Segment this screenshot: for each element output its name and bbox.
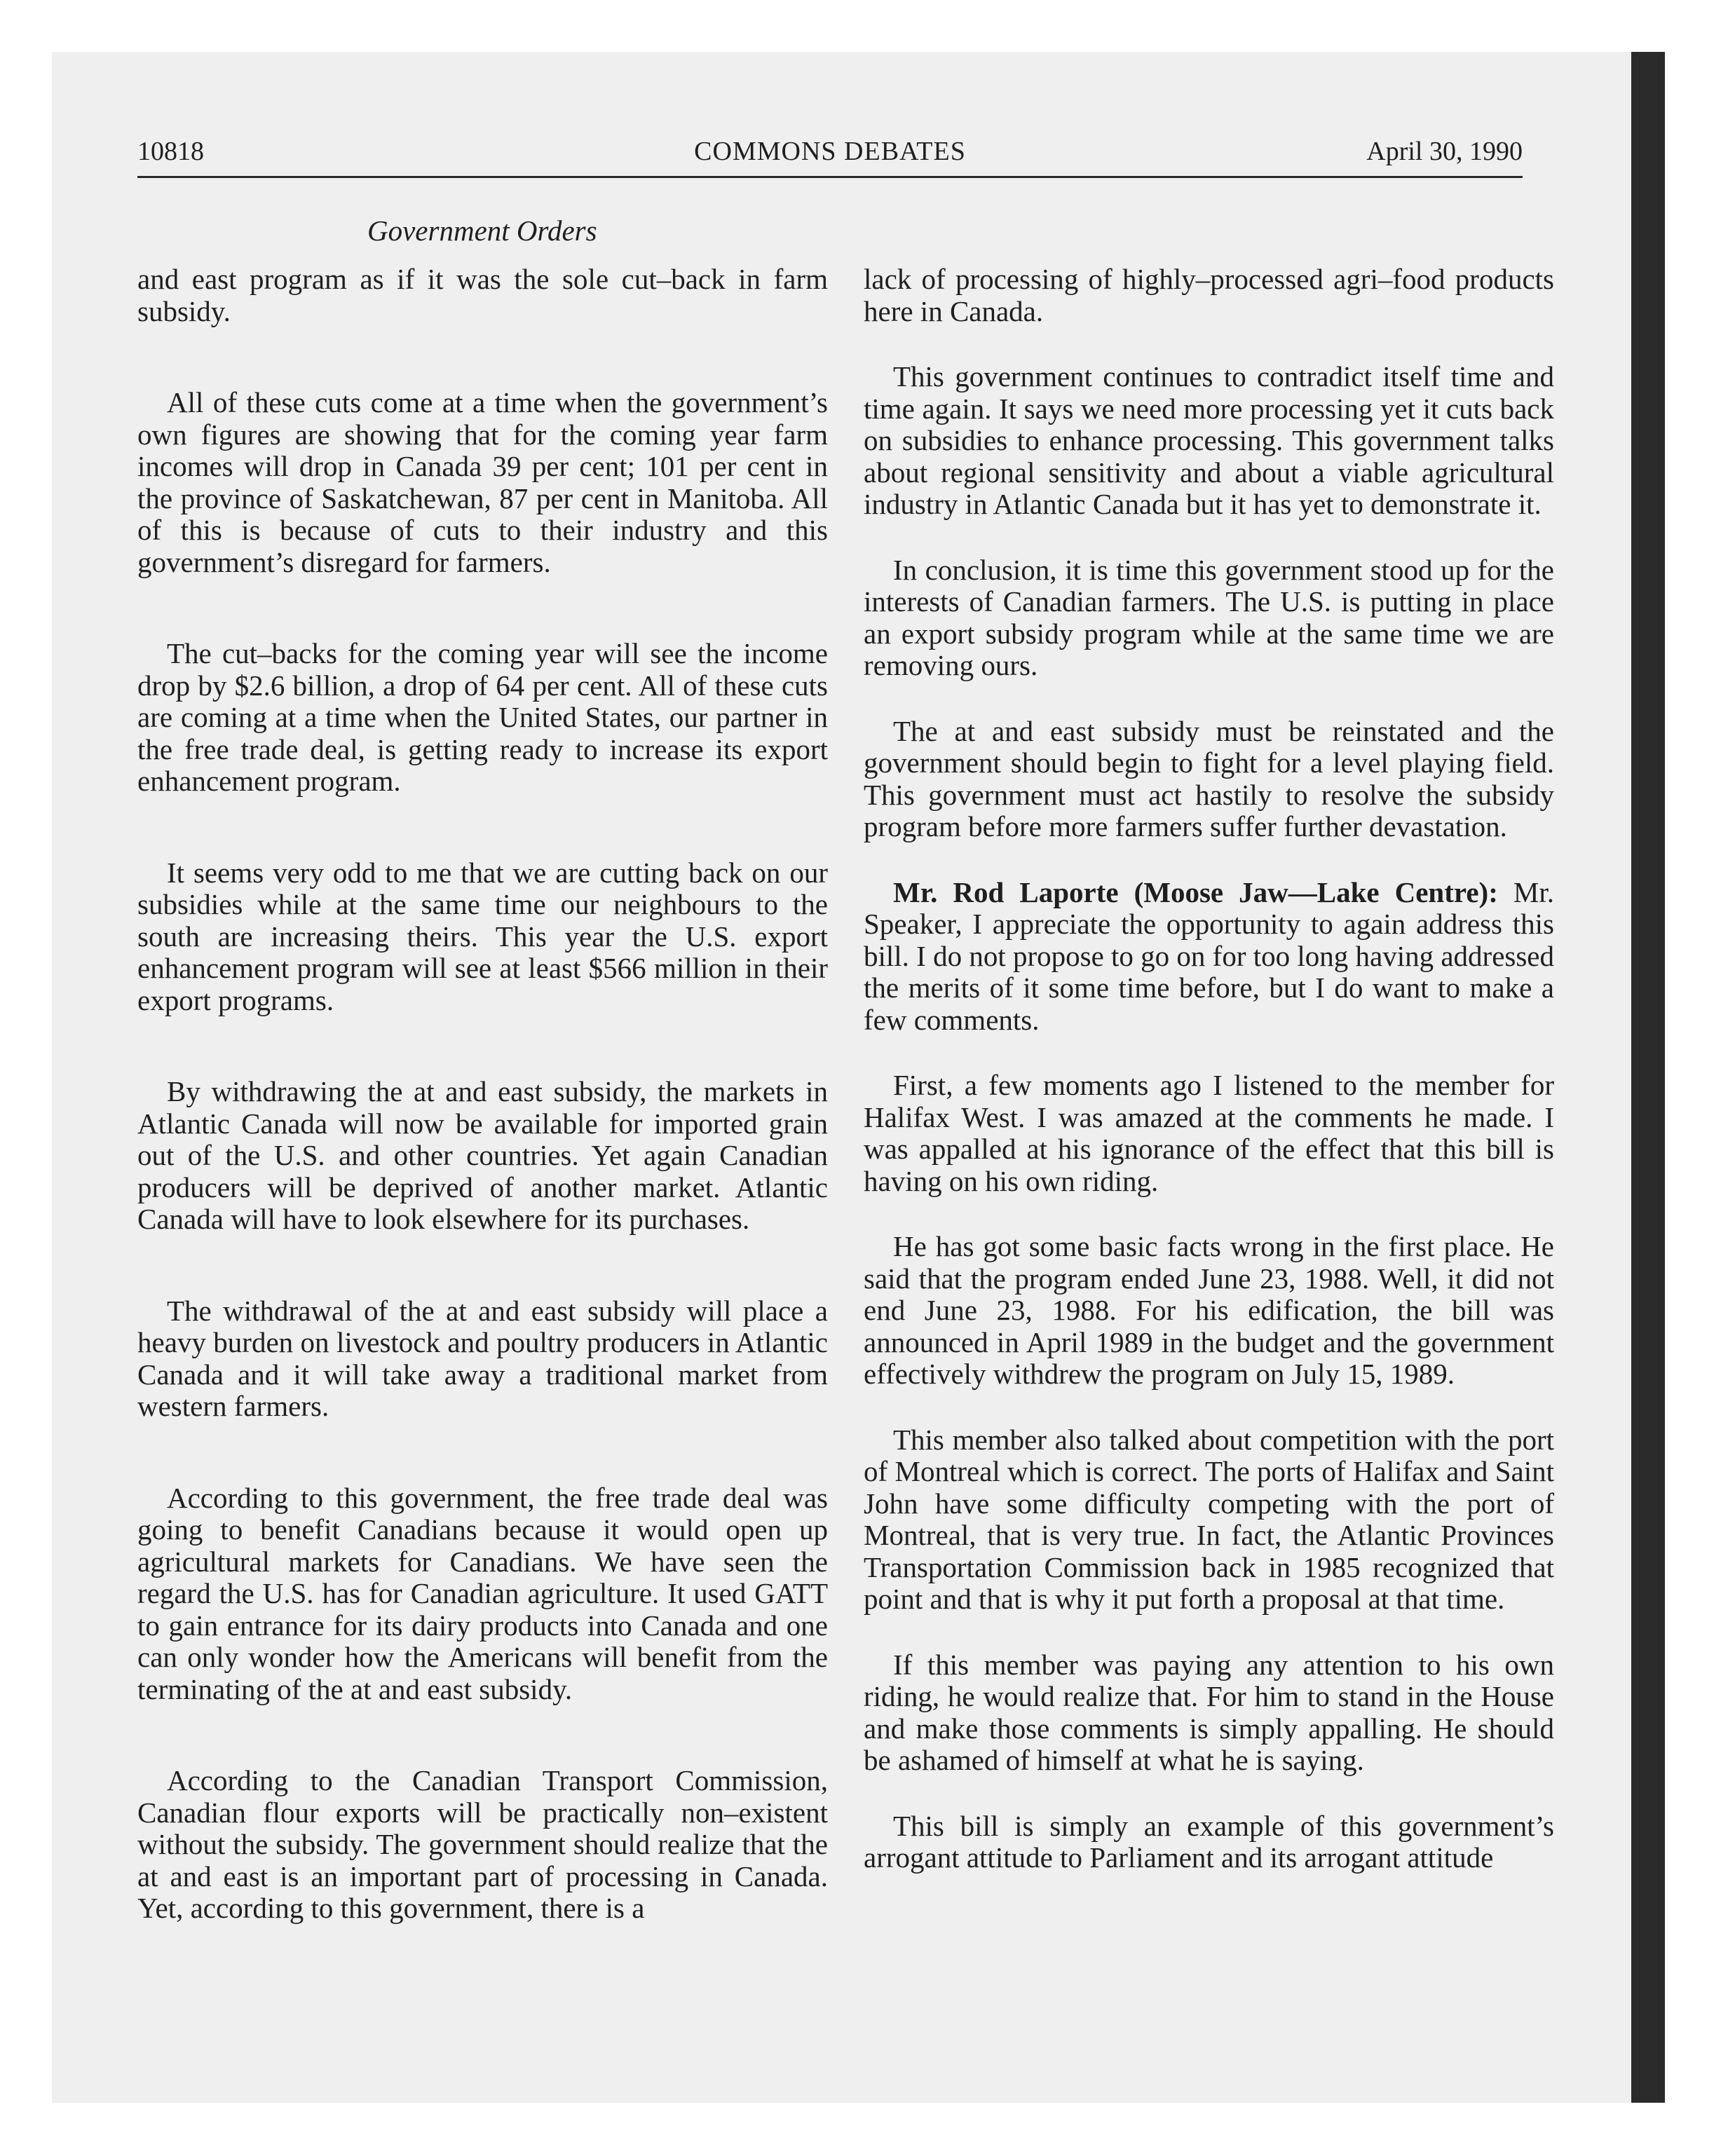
speech-text: Mr. Speaker, I appreciate the opportunity to again address this bill. I do not propose to go on for too long having addressed the merits of it some time before, but I do want to make a few comments. [864,875,1555,1036]
paragraph: and east program as if it was the sole cut–back in farm subsidy. [137,263,828,327]
paragraph: This bill is simply an example of this government’s arrogant attitude to Parliament and its arrogant attitude [864,1809,1554,1874]
page-number: 10818 [137,137,204,166]
running-header [137,133,1523,178]
paragraph: According to the Canadian Transport Commission, Canadian flour exports will be practically non–existent without the subsidy. The government should realize that the at and east is an important part of processing in Canada. Yet, according to this government, there is a [137,1764,828,1924]
paragraph: By withdrawing the at and east subsidy, the markets in Atlantic Canada will now be available for imported grain out of the U.S. and other countries. Yet again Canadian producers will be deprived of another market. Atlantic Canada will have to look elsewhere for its purchases. [137,1075,828,1235]
section-heading: Government Orders [367,214,597,247]
paragraph: First, a few moments ago I listened to the member for Halifax West. I was amazed at the comments he made. I was appalled at his ignorance of the effect that this bill is having on his own riding. [864,1069,1554,1197]
paragraph: This member also talked about competition with the port of Montreal which is correct. The ports of Halifax and Saint John have some difficulty competing with the port of Montreal, that is very true. In fact, the Atlantic Provinces Transportation Commission back in 1985 recognized that point and that is why it put forth a proposal at that time. [864,1423,1554,1615]
paragraph: He has got some basic facts wrong in the first place. He said that the program ended June 23, 1988. Well, it did not end June 23, 1988. For his edification, the bill was announced in April 1989 in the budget and the government effectively withdrew the program on July 15, 1989. [864,1230,1554,1390]
paragraph: The at and east subsidy must be reinstated and the government should begin to fight for a level playing field. This government must act hastily to resolve the subsidy program before more farmers suffer further devastation. [864,714,1554,842]
page-binding-edge [1631,52,1665,2103]
journal-title: COMMONS DEBATES [694,137,966,166]
left-column [137,264,828,1925]
paragraph: In conclusion, it is time this government stood up for the interests of Canadian farmers. The U.S. is putting in place an export subsidy program while at the same time we are removing ours. [864,553,1554,681]
speaker-name: Mr. Rod Laporte (Moose Jaw—Lake Centre): [893,875,1498,908]
paragraph: This government continues to contradict itself time and time again. It says we need more processing yet it cuts back on subsidies to enhance processing. This government talks about regional sensitivity and about a viable agricultural industry in Atlantic Canada but it has yet to demonstrate it. [864,360,1554,520]
paragraph: All of these cuts come at a time when the government’s own figures are showing that for the coming year farm incomes will drop in Canada 39 per cent; 101 per cent in the province of Saskatchewan, 87 per cent in Manitoba. All of this is because of cuts to their industry and this government’s disregard for farmers. [137,386,828,578]
paragraph: If this member was paying any attention to his own riding, he would realize that. For him to stand in the House and make those comments is simply appalling. He should be ashamed of himself at what he is saying. [864,1648,1554,1776]
paragraph: The withdrawal of the at and east subsidy will place a heavy burden on livestock and poultry producers in Atlantic Canada and it will take away a traditional market from western farmers. [137,1294,828,1422]
right-column [864,264,1554,1874]
issue-date: April 30, 1990 [1366,137,1523,166]
paragraph: lack of processing of highly–processed agri–food products here in Canada. [864,263,1554,327]
paragraph: The cut–backs for the coming year will see the income drop by $2.6 billion, a drop of 64 per cent. All of these cuts are coming at a time when the United States, our partner in the free trade deal, is getting ready to increase its export enhancement program. [137,637,828,797]
header-rule [137,176,1523,178]
paragraph: It seems very odd to me that we are cutting back on our subsidies while at the same time our neighbours to the south are increasing theirs. This year the U.S. export enhancement program will see at least $566 million in their export programs. [137,856,828,1016]
paragraph: According to this government, the free trade deal was going to benefit Canadians because it would open up agricultural markets for Canadians. We have seen the regard the U.S. has for Canadian agriculture. It used GATT to gain entrance for its dairy products into Canada and one can only wonder how the Americans will benefit from the terminating of the at and east subsidy. [137,1481,828,1705]
speech-paragraph [864,877,1554,1037]
